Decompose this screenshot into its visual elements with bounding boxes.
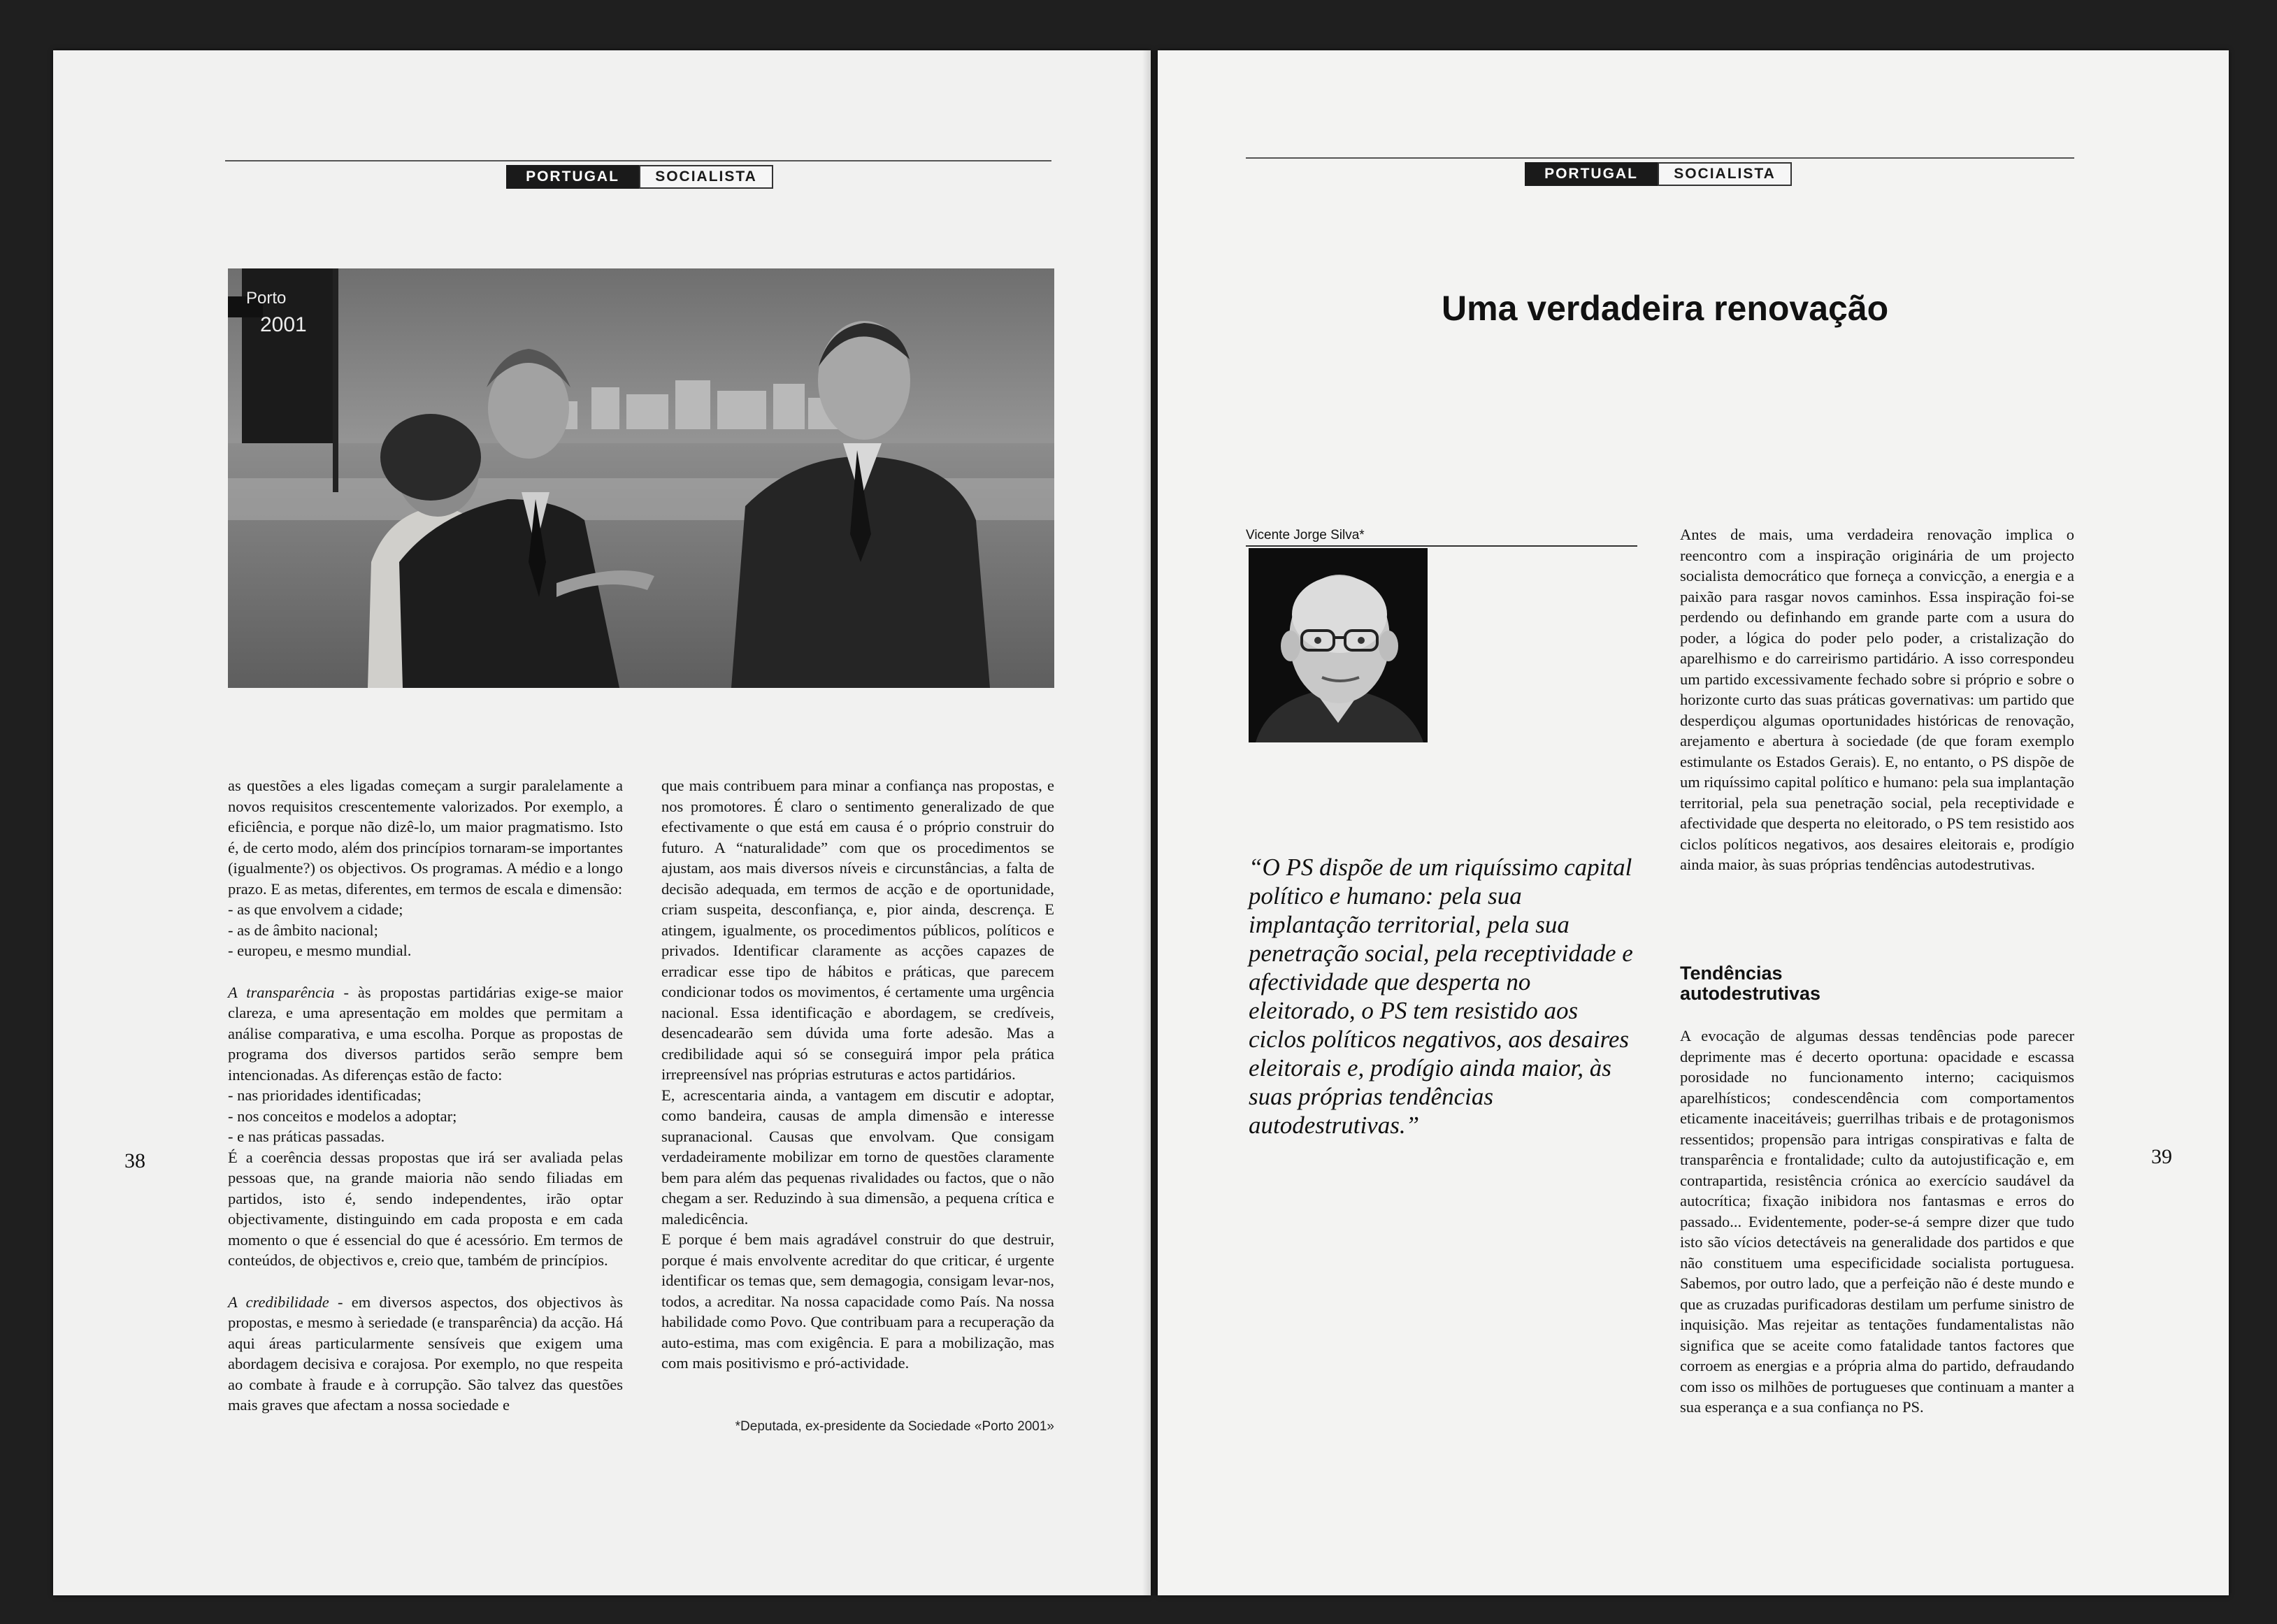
list-item: - nos conceitos e modelos a adoptar; [228, 1107, 457, 1125]
header-socialista: SOCIALISTA [1658, 162, 1792, 186]
section-header [1525, 162, 1792, 186]
photo-illustration [228, 268, 1054, 688]
subheading [1680, 963, 2074, 1004]
page-number-39: 39 [2151, 1145, 2172, 1168]
paragraph-transparencia [228, 982, 623, 1086]
header-socialista: SOCIALISTA [639, 165, 773, 189]
pull-quote: “O PS dispõe de um riquíssimo capital político e humano: pela sua implantação territorial, pela sua penetração social, pela receptividade e afectividade que desperta no eleitorado, o PS tem resistido aos ciclos políticos negativos, aos desaires eleitorais e, prodígio ainda maior, às suas próprias tendências autodestrutivas.” [1249, 854, 1633, 1139]
article-title: Uma verdadeira renovação [1442, 289, 1889, 328]
paragraph-coerencia: É a coerência dessas propostas que irá ser avaliada pelas pessoas que, na grande maioria não sendo filiadas em partidos, isto é, sendo independentes, irão optar objectivamente, distinguindo em cada proposta e em cada momento o que é essencial do que é acessório. Em termos de conteúdos, de objectivos e, creio que, também de princípios. [228, 1148, 623, 1269]
list-item: - as que envolvem a cidade; [228, 900, 403, 918]
header-portugal: PORTUGAL [1525, 162, 1658, 186]
header-rule [1246, 157, 2074, 159]
left-column-1 [228, 775, 623, 1416]
subheading-line-1: Tendências [1680, 963, 1783, 984]
paragraph: E, acrescentaria ainda, a vantagem em discutir e adoptar, como bandeira, causas de ampla dimensão e interesse supranacional. Causas que envolvam. Que consigam verdadeiramente mobilizar em torno de questões claramente bem para além das pequenas rivalidades ou factos, que o não chegam a ser. Reduzindo à sua dimensão, a pequena crítica e maledicência. [661, 1086, 1054, 1228]
credibilidade-text: - em diversos aspectos, dos objectivos às propostas, e mesmo à seriedade (e transparência) da acção. Há aqui áreas particularmente sensíveis que exigem uma abordagem decisiva e corajosa. Por exemplo, no que respeita ao combate à fraude e à corrupção. São talvez das questões mais graves que afectam a nossa sociedade e [228, 1293, 623, 1414]
paragraph-credibilidade [228, 1292, 623, 1416]
list-item: - nas prioridades identificadas; [228, 1086, 422, 1104]
section-header [506, 165, 773, 189]
transparencia-label: A transparência [228, 983, 335, 1001]
list-item: - e nas práticas passadas. [228, 1128, 385, 1145]
right-column-body-1 [1680, 524, 2074, 875]
paragraph: que mais contribuem para minar a confiança nas propostas, e nos promotores. É claro o sentimento generalizado de que efectivamente o que está em causa é o próprio construir do futuro. A “naturalidade” com que os procedimentos se ajustam, aos mais diversos níveis e circunstâncias, a falta de decisão adequada, em termos de acção e de oportunidade, criam suspeita, desconfiança, e, pior ainda, descrença. E atingem, igualmente, os procedimentos públicos, políticos e privados. Identificar claramente as acções capazes de erradicar esse tipo de hábitos e práticas, que parecem condicionar todos os movimentos, é certamente uma urgência nacional. Essa identificação e abordagem, se credíveis, desencadearão sem dúvida uma forte adesão. Mas a credibilidade aqui só se conseguirá impor pela prática irrepreensível nas próprias estruturas e actos partidários. [661, 777, 1054, 1083]
left-column-2 [661, 775, 1054, 1374]
paragraph: A evocação de algumas dessas tendências pode parecer deprimente mas é decerto oportuna: opacidade e escassa porosidade no funcionamento interno; caciquismos aparelhísticos; condescendência com comportamentos eticamente inaceitáveis; guerrilhas tribais e de protagonismos ressentidos; propensão para intrigas conspirativas e falta de transparência e frontalidade; culto da autojustificação e, em contrapartida, resistência crónica ao exercício saudável da autocrítica; fixação inibidora nos fantasmas e erros do passado... Evidentemente, poder-se-á sempre dizer que tudo isto são vícios detectáveis na generalidade dos partidos e que não constituem uma especificidade socialista portuguesa. Sabemos, por outro lado, que a perfeição não é deste mundo e que as cruzadas purificadoras destilam um perfume sinistro de inquisição. Mas rejeitar as tentações fundamentalistas não significa que se aceite como fatalidade tantos factores que corroem as energias e a própria alma do partido, defraudando com isso os milhões de portugueses que continuam a manter a sua esperança e a sua confiança no PS. [1680, 1027, 2074, 1416]
porto-2001-sign [246, 289, 307, 334]
byline: Vicente Jorge Silva* [1246, 528, 1365, 542]
transparencia-text: - às propostas partidárias exige-se maior clareza, e uma apresentação em moldes que permitam a análise comparativa, e uma escolha. Porque as propostas de programa dos diversos partidos serão sempre bem intencionadas. As diferenças estão de facto: [228, 983, 623, 1084]
right-page [1158, 50, 2229, 1595]
header-portugal: PORTUGAL [506, 165, 639, 189]
header-rule [225, 160, 1051, 161]
paragraph: Antes de mais, uma verdadeira renovação implica o reencontro com a inspiração originária de um projecto socialista democrático que forneça a convicção, a energia e a paixão para rasgar novos caminhos. Essa inspiração foi-se perdendo ou definhando em grande parte com a usura do poder, a lógica do poder pelo poder, a cristalização do aparelhismo e do carreirismo partidário. A isso correspondeu um partido excessivamente fechado sobre si próprio e sobre o horizonte curto das suas práticas governativas: um partido que desperdiçou algumas oportunidades históricas de renovação, arejamento e abertura à sociedade (de que foram exemplo estimulante os Estados Gerais). E, no entanto, o PS dispõe de um riquíssimo capital político e humano: pela sua implantação territorial, pela sua penetração social, pela receptividade e afectividade que desperta no eleitorado, o PS tem resistido aos ciclos políticos negativos, aos desaires eleitorais e, prodígio ainda maior, às suas próprias tendências autodestrutivas. [1680, 526, 2074, 873]
byline-rule [1246, 545, 1637, 547]
page-number-38: 38 [124, 1149, 145, 1172]
sign-line-2001: 2001 [260, 313, 307, 336]
paragraph: E porque é bem mais agradável construir do que destruir, porque é mais envolvente acreditar do que criticar, é urgente identificar os temas que, sem demagogia, consigam levar-nos, todos, a acreditar. Na nossa capacidade como País. Na nossa habilidade como Povo. Que contribuam para a recuperação da auto-estima, mas com exigência. E para a mobilização, mas com mais positivismo e pró-actividade. [661, 1230, 1054, 1372]
sign-line-porto: Porto [246, 289, 287, 308]
footnote: *Deputada, ex-presidente da Sociedade «Porto 2001» [735, 1419, 1054, 1434]
subheading-line-2: autodestrutivas [1680, 983, 1821, 1004]
portrait-illustration [1249, 548, 1428, 742]
article-photo [228, 268, 1054, 688]
author-portrait [1249, 548, 1428, 742]
left-page [53, 50, 1151, 1595]
list-item: - as de âmbito nacional; [228, 921, 378, 939]
credibilidade-label: A credibilidade [228, 1293, 329, 1311]
list-item: - europeu, e mesmo mundial. [228, 942, 412, 959]
right-column-body-2 [1680, 1026, 2074, 1418]
paragraph: as questões a eles ligadas começam a surgir paralelamente a novos requisitos crescentemente valorizados. Por exemplo, a eficiência, e porque não dizê-lo, um maior pragmatismo. Isto é, de certo modo, além dos princípios tornaram-se importantes (igualmente?) os objectivos. Os programas. A médio e a longo prazo. E as metas, diferentes, em termos de escala e dimensão: [228, 777, 623, 898]
